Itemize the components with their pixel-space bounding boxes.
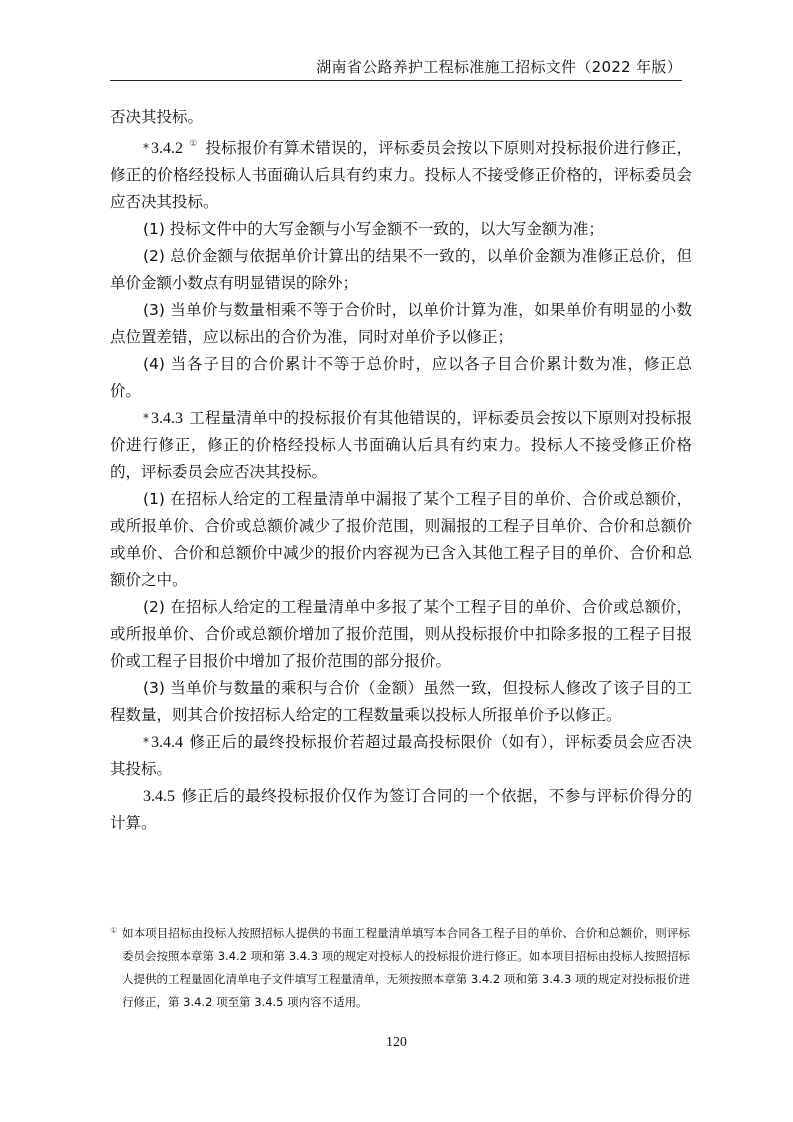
list-item: (3) 当单价与数量相乘不等于合价时，以单价计算为准，如果单价有明显的小数点位置差错，应以标出的合价为准，同时对单价予以修正； (110, 301, 692, 346)
footnote-mark: ① (110, 926, 118, 935)
clause-3-4-2 (110, 131, 692, 216)
list-item: (2) 在招标人给定的工程量清单中多报了某个工程子目的单价、合价或总额价，或所报单价、合价或总额价增加了报价范围，则从投标报价中扣除多报的工程子目报价或工程子目报价中增加了报价范围的部分报价。 (110, 598, 692, 670)
paragraph-continuation: 否决其投标。 (110, 108, 204, 126)
header-title: 湖南省公路养护工程标准施工招标文件（2022 年版） (316, 58, 682, 76)
list-item: (1) 在招标人给定的工程量清单中漏报了某个工程子目的单价、合价或总额价，或所报单价、合价或总额价减少了报价范围，则漏报的工程子目单价、合价和总额价或单价、合价和总额价中减少的报价内容视为已含入其他工程子目的单价、合价和总额价之中。 (110, 490, 692, 589)
footnote-block (110, 922, 690, 1014)
list-item: (3) 当单价与数量的乘积与合价（金额）虽然一致，但投标人修改了该子目的工程数量，则其合价按招标人给定的工程数量乘以投标人所报单价予以修正。 (110, 679, 692, 724)
clause-number: 3.4.2 (151, 140, 183, 157)
list-item: (4) 当各子目的合价累计不等于总价时，应以各子目合价累计数为准，修正总价。 (110, 355, 692, 400)
mandatory-star: * (143, 141, 149, 155)
clause-number: 3.4.5 (143, 788, 175, 805)
footnote (110, 922, 690, 1014)
clause-text: 修正后的最终投标报价若超过最高投标限价（如有），评标委员会应否决其投标。 (110, 733, 692, 778)
list-item: (2) 总价金额与依据单价计算出的结果不一致的，以单价金额为准修正总价，但单价金额小数点有明显错误的除外； (110, 247, 692, 292)
clause-3-4-3 (110, 405, 692, 486)
clause-3-4-4 (110, 729, 692, 783)
header-rule (110, 80, 682, 81)
clause-number: 3.4.4 (151, 734, 183, 751)
body-text (110, 104, 692, 837)
footnote-text: 如本项目招标由投标人按照招标人提供的书面工程量清单填写本合同各工程子目的单价、合价和总额价，则评标委员会按照本章第 3.4.2 项和第 3.4.3 项的规定对投标人的投标报价进行修正。如本项目招标由投标人按照招标人提供的工程量固化清单电子文件填写工程量清单，无须按照本章第 3.4.2 项和第 3.4.3 项的规定对投标报价进行修正，第 3.4.2 项至第 3.4.5 项内容不适用。 (122, 926, 690, 1009)
footnote-ref[interactable]: ① (189, 139, 198, 149)
clause-text: 修正后的最终投标报价仅作为签订合同的一个依据，不参与评标价得分的计算。 (110, 787, 692, 832)
clause-3-4-5 (110, 783, 692, 837)
mandatory-star: * (143, 735, 149, 749)
mandatory-star: * (143, 411, 149, 425)
clause-text: 投标报价有算术错误的，评标委员会按以下原则对投标报价进行修正，修正的价格经投标人书面确认后具有约束力。投标人不接受修正价格的，评标委员会应否决其投标。 (110, 139, 692, 211)
list-item: (1) 投标文件中的大写金额与小写金额不一致的，以大写金额为准； (143, 220, 604, 238)
clause-text: 工程量清单中的投标报价有其他错误的，评标委员会按以下原则对投标报价进行修正，修正的价格经投标人书面确认后具有约束力。投标人不接受修正价格的，评标委员会应否决其投标。 (110, 409, 692, 481)
clause-number: 3.4.3 (151, 410, 183, 427)
page-number: 120 (386, 1035, 407, 1050)
